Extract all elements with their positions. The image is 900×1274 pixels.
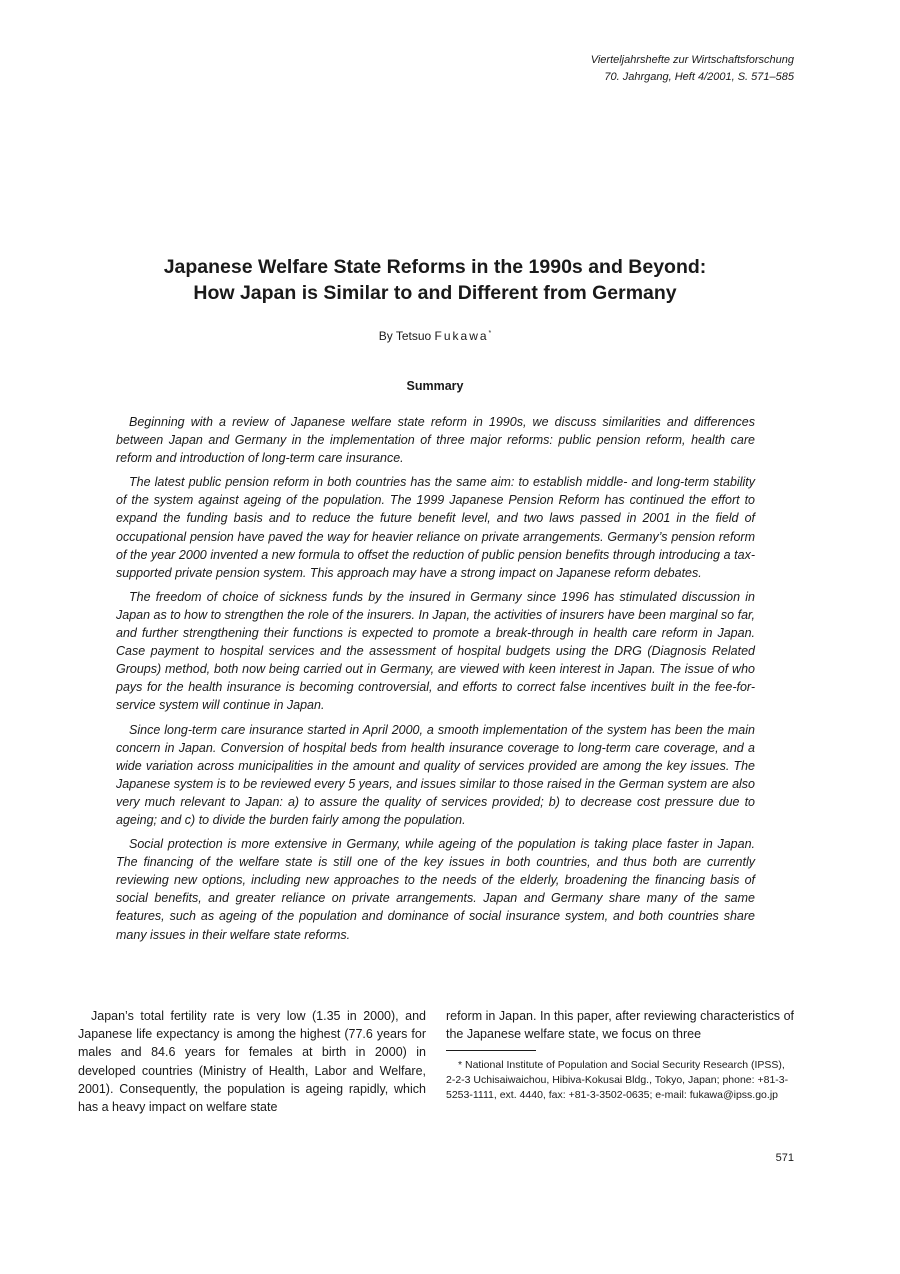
journal-issue: 70. Jahrgang, Heft 4/2001, S. 571–585 bbox=[604, 71, 794, 83]
author-surname: Fukawa bbox=[434, 329, 489, 343]
body-column-left: Japan’s total fertility rate is very low (1.35 in 2000), and Japanese life expectancy is among the highest (77.6 years for males and 84.6 years for females at birth in 2000) in developed countries (Ministry of Health, Labor and Welfare, 2001). Consequently, the population is ageing rapidly, which has a heavy impact on welfare state bbox=[78, 1009, 426, 1115]
paper-title bbox=[80, 254, 790, 306]
abstract-paragraph: Social protection is more extensive in Germany, while ageing of the population is taking place faster in Japan. The financing of the welfare state is still one of the key issues in both countries, and thus both are currently reviewing new options, including new approaches to the needs of the elderly, broadening the financing basis of social benefits, and greater reliance on private arrangements. Japan and Germany share many of the same features, such as ageing of the population and dominance of social insurance system, and both countries share many issues in their welfare state reforms. bbox=[116, 837, 755, 942]
footnote-divider bbox=[446, 1050, 536, 1051]
abstract-paragraph: The freedom of choice of sickness funds by the insured in Germany since 1996 has stimulated discussion in Japan as to how to strengthen the role of the insurers. In Japan, the activities of insurers have been marginal so far, and further strengthening their functions is expected to promote a break-through in health care reform in Japan. Case payment to hospital services and the assessment of hospital budgets using the DRG (Diagnosis Related Groups) method, both now being carried out in Germany, are viewed with keen interest in Japan. The issue of who pays for the health insurance is becoming controversial, and efforts to correct false incentives built in the fee-for-service system will continue in Japan. bbox=[116, 589, 755, 713]
journal-name: Vierteljahrshefte zur Wirtschaftsforschung bbox=[590, 54, 794, 66]
abstract-paragraph: Since long-term care insurance started in April 2000, a smooth implementation of the system has been the main concern in Japan. Conversion of hospital beds from health insurance coverage to long-term care coverage, and a wide variation across municipalities in the amount and quality of services provided are among the key issues. The Japanese system is to be reviewed every 5 years, and issues similar to those raised in the German system are also very much relevant to Japan: a) to assure the quality of services provided; b) to decrease cost pressure due to ageing; and c) to divide the burden fairly among the population. bbox=[116, 722, 755, 827]
byline bbox=[80, 326, 790, 344]
summary-heading: Summary bbox=[406, 379, 464, 393]
journal-header bbox=[591, 52, 794, 86]
title-line-1: Japanese Welfare State Reforms in the 1990s and Beyond: bbox=[163, 256, 707, 278]
abstract-paragraph: Beginning with a review of Japanese welfare state reform in 1990s, we discuss similarities and differences between Japan and Germany in the implementation of three major reforms: public pension reform, health care reform and introduction of long-term care insurance. bbox=[116, 415, 755, 466]
title-line-2: How Japan is Similar to and Different from Germany bbox=[193, 282, 677, 304]
footnote-marker: * bbox=[488, 330, 492, 337]
body-column-right: reform in Japan. In this paper, after reviewing characteristics of the Japanese welfare state, we focus on three bbox=[446, 1009, 794, 1042]
footnote: * National Institute of Population and Social Security Research (IPSS), 2-2-3 Uchisaiwaichou, Hibiva-Kokusai Bldg., Tokyo, Japan; phone: +81-3-5253-1111, ext. 4440, fax: +81-3-3502-0635; e-mail: fukawa@ipss.go.jp bbox=[446, 1059, 789, 1101]
byline-prefix: By Tetsuo bbox=[378, 329, 435, 343]
abstract-paragraph: The latest public pension reform in both countries has the same aim: to establish middle- and long-term stability of the system against ageing of the population. The 1999 Japanese Pension Reform has continued the effort to expand the funding basis and to reduce the future benefit level, and two laws passed in 2001 in the field of occupational pension have paved the way for heavier reliance on private arrangements. Germany’s pension reform of the year 2000 invented a new formula to offset the reduction of public pension benefits through introducing a tax-supported private pension system. This approach may have a strong impact on Japanese reform debates. bbox=[116, 475, 755, 580]
abstract bbox=[116, 413, 755, 950]
page-number: 571 bbox=[775, 1152, 794, 1164]
